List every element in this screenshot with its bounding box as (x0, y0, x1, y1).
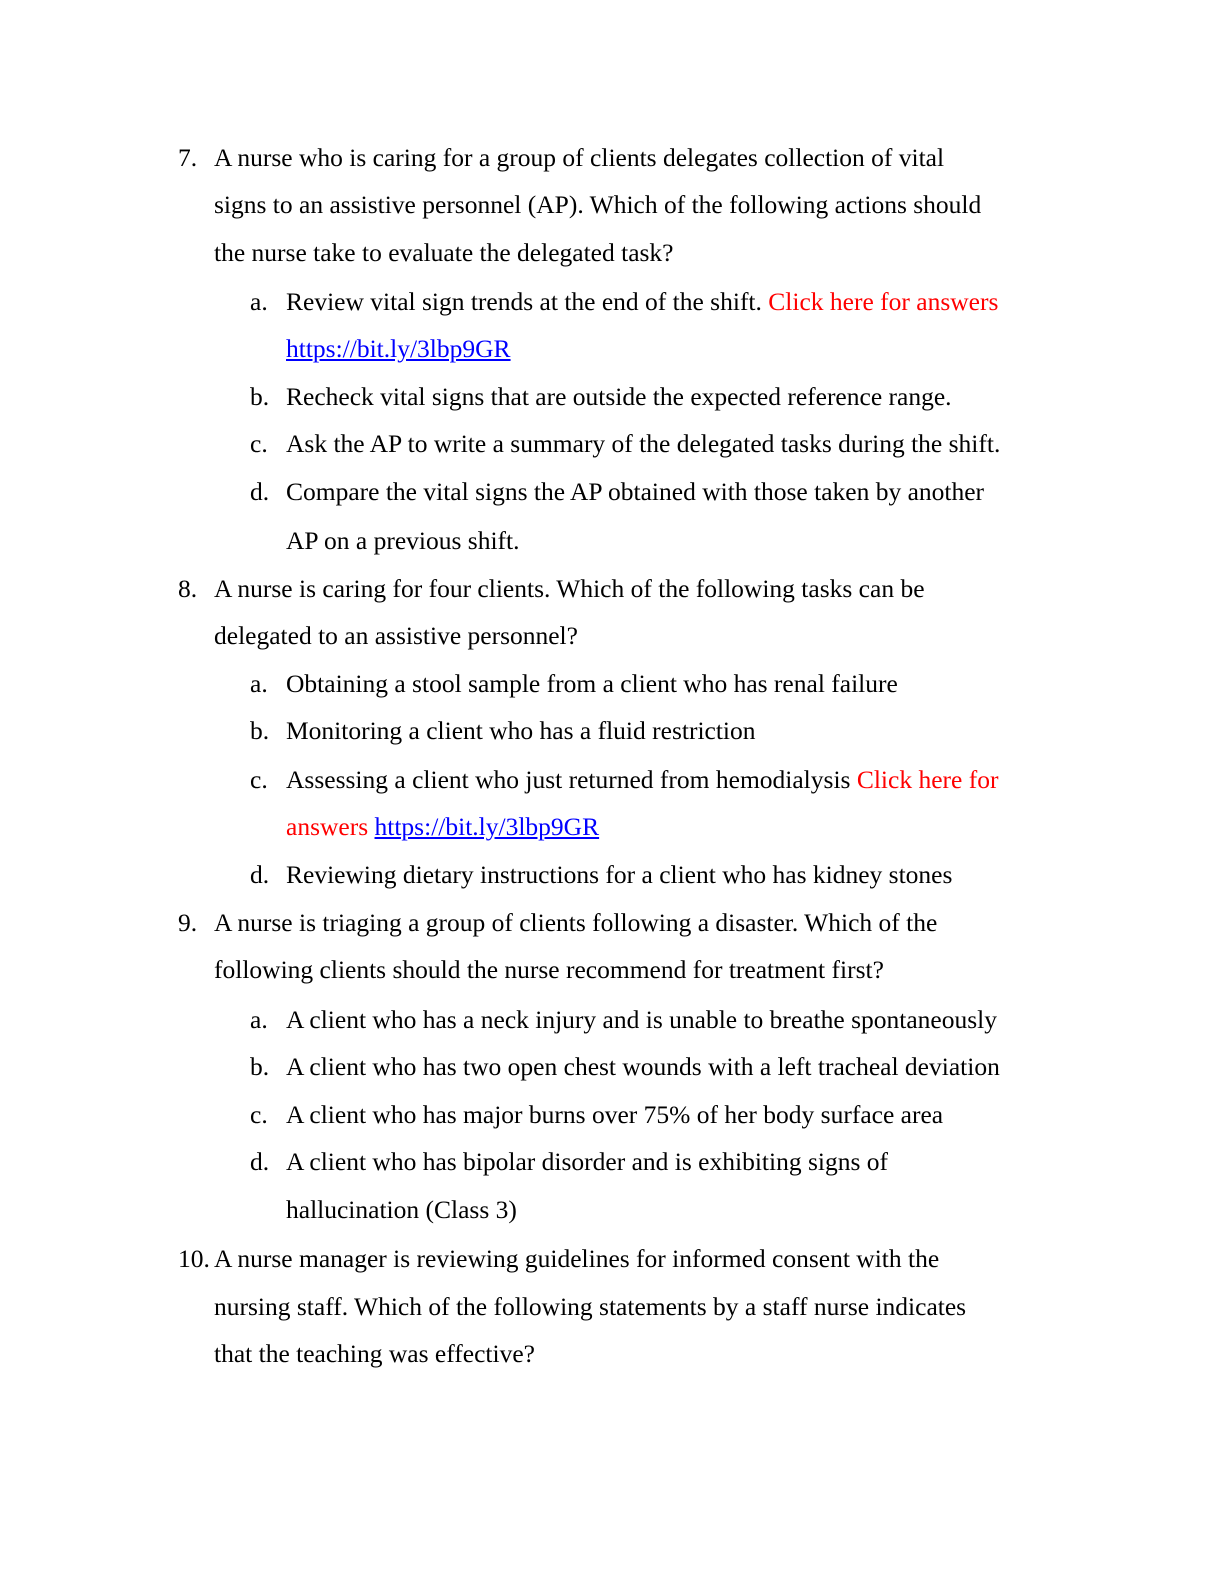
question-number: 8. (178, 574, 198, 603)
option-text-line (286, 812, 599, 842)
question-number: 7. (178, 143, 198, 172)
option-letter: b. (250, 1052, 270, 1081)
option-text-line: Ask the AP to write a summary of the delegated tasks during the shift. (286, 429, 1001, 458)
option-letter: c. (250, 429, 268, 458)
option-text-line: Monitoring a client who has a fluid restriction (286, 716, 756, 745)
question-text-line: following clients should the nurse recommend for treatment first? (214, 955, 884, 984)
question-text-line: A nurse manager is reviewing guidelines for informed consent with the (214, 1244, 940, 1273)
option-letter: d. (250, 860, 270, 889)
question-number: 9. (178, 908, 198, 937)
question-text-line: A nurse is triaging a group of clients following a disaster. Which of the (214, 908, 938, 937)
option-letter: c. (250, 765, 268, 794)
option-letter: a. (250, 287, 268, 316)
question-number: 10. (178, 1244, 210, 1273)
question-text-line: the nurse take to evaluate the delegated task? (214, 238, 674, 267)
question-text-line: that the teaching was effective? (214, 1339, 535, 1368)
option-text-line: Compare the vital signs the AP obtained with those taken by another (286, 477, 985, 506)
option-letter: b. (250, 716, 270, 745)
option-text-line: Reviewing dietary instructions for a client who has kidney stones (286, 860, 953, 889)
question-text-line: delegated to an assistive personnel? (214, 621, 578, 650)
option-text-line: Recheck vital signs that are outside the expected reference range. (286, 382, 952, 411)
option-text-line: A client who has bipolar disorder and is exhibiting signs of (286, 1147, 889, 1176)
option-letter: d. (250, 1147, 270, 1176)
option-text: Assessing a client who just returned from hemodialysis (286, 765, 851, 794)
option-text-line (286, 765, 998, 795)
click-here-text: Click here for (856, 765, 999, 794)
question-text-line: A nurse is caring for four clients. Which of the following tasks can be (214, 574, 925, 603)
option-text-line: Obtaining a stool sample from a client who has renal failure (286, 669, 898, 698)
click-here-text: Click here for answers (768, 287, 999, 316)
option-text-line: AP on a previous shift. (286, 526, 520, 555)
option-text-line: A client who has major burns over 75% of her body surface area (286, 1100, 944, 1129)
option-text-line (286, 287, 998, 317)
question-text-line: signs to an assistive personnel (AP). Which of the following actions should (214, 190, 982, 219)
option-letter: a. (250, 669, 268, 698)
option-letter: b. (250, 382, 270, 411)
option-text-line: A client who has two open chest wounds with a left tracheal deviation (286, 1052, 1000, 1081)
option-text-line: A client who has a neck injury and is unable to breathe spontaneously (286, 1005, 997, 1034)
option-letter: d. (250, 477, 270, 506)
answers-link[interactable]: https://bit.ly/3lbp9GR (374, 812, 600, 841)
click-here-text: answers (286, 812, 369, 841)
option-letter: c. (250, 1100, 268, 1129)
option-text: Review vital sign trends at the end of the shift. (286, 287, 762, 316)
option-letter: a. (250, 1005, 268, 1034)
answers-link[interactable]: https://bit.ly/3lbp9GR (286, 334, 511, 363)
option-text-line: hallucination (Class 3) (286, 1195, 517, 1224)
question-text-line: A nurse who is caring for a group of clients delegates collection of vital (214, 143, 945, 172)
question-text-line: nursing staff. Which of the following statements by a staff nurse indicates (214, 1292, 967, 1321)
